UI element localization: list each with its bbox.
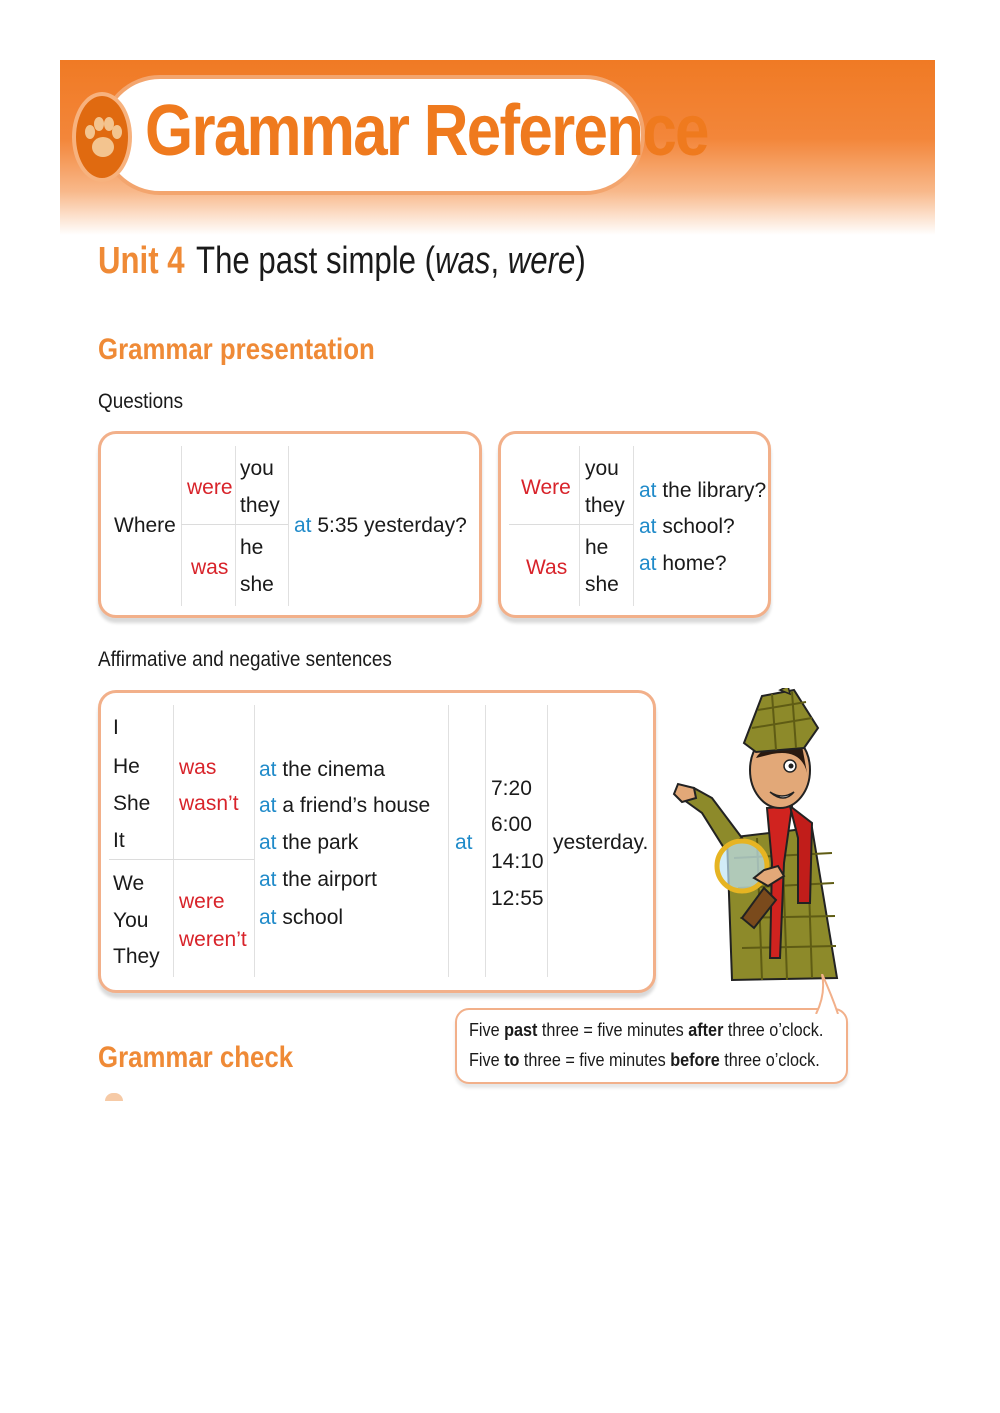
affirmative-negative-table [98,690,656,993]
wh-subject: he [240,536,264,559]
yn-place [639,545,727,582]
wh-word: Where [114,514,176,537]
yn-place [639,508,735,545]
wh-subject: she [240,573,274,596]
aff-verb: wasn’t [179,792,239,815]
aff-place [259,824,358,861]
prep-at: at [259,794,277,817]
prep-at: at [259,758,277,781]
time-prep-at: at [455,831,473,854]
prep-at: at [639,552,657,575]
aff-subject: We [113,872,145,895]
unit-title-was: was [435,240,491,282]
yn-subject: you [585,457,619,480]
wh-subject: you [240,457,274,480]
detective-icon [672,688,847,983]
unit-title-sep: , [490,240,508,282]
place-text: the cinema [276,758,386,781]
aff-place [259,899,343,936]
aff-subject: She [113,792,151,815]
yn-verb-were: Were [521,476,571,499]
aff-subject: It [113,829,125,852]
grammar-presentation-heading: Grammar presentation [98,333,375,366]
prep-at: at [294,514,312,537]
aff-subject: You [113,909,149,932]
place-text: school [276,906,344,929]
unit-title-after: ) [575,240,586,282]
wh-time: 5:35 yesterday? [311,514,467,537]
wh-complement [294,507,467,544]
prep-at: at [639,515,657,538]
paw-icon [72,92,132,182]
yn-subject: they [585,494,625,517]
yes-no-questions-table [498,431,771,618]
aff-place [259,787,430,824]
yn-subject: she [585,573,619,596]
callout-line-to: Five to three = five minutes before three o’clock. [469,1050,820,1070]
aff-place [259,751,385,788]
grammar-check-heading: Grammar check [98,1041,294,1074]
yn-place [639,472,766,509]
aff-time: 6:00 [491,813,532,836]
aff-time: 12:55 [491,887,544,910]
unit-title-before: The past simple ( [196,240,436,282]
callout-keyword: before [670,1050,720,1070]
place-text: a friend’s house [276,794,431,817]
callout-keyword: after [688,1020,724,1040]
place-text: the airport [276,868,377,891]
place-text: school? [656,515,735,538]
banner-title: Grammar Reference [145,91,708,171]
wh-subject: they [240,494,280,517]
place-text: the library? [656,479,767,502]
prep-at: at [639,479,657,502]
callout-keyword: past [504,1020,538,1040]
prep-at: at [259,906,277,929]
cropped-marker [105,1093,123,1101]
aff-time: 7:20 [491,777,532,800]
place-text: home? [656,552,727,575]
yn-verb-was: Was [526,556,568,579]
unit-heading [98,240,586,283]
prep-at: at [259,868,277,891]
callout-line-past: Five past three = five minutes after three o’clock. [469,1020,824,1040]
place-text: the park [276,831,359,854]
callout-keyword: to [504,1050,520,1070]
wh-questions-table [98,431,482,618]
wh-verb-were: were [187,476,233,499]
callout-tail-icon [812,974,840,1014]
time-note-callout [455,1008,848,1084]
wh-verb-was: was [191,556,229,579]
unit-label: Unit 4 [98,240,185,282]
aff-subject: They [113,945,160,968]
aff-subject: He [113,755,140,778]
affirmative-label: Affirmative and negative sentences [98,648,392,671]
aff-verb: were [179,890,225,913]
prep-at: at [259,831,277,854]
aff-time-word: yesterday. [553,831,649,854]
aff-verb: was [179,756,217,779]
aff-place [259,861,377,898]
aff-verb: weren’t [179,928,247,951]
unit-title-were: were [507,240,576,282]
questions-label: Questions [98,390,184,413]
aff-subject: I [113,716,119,739]
aff-time: 14:10 [491,850,544,873]
yn-subject: he [585,536,609,559]
